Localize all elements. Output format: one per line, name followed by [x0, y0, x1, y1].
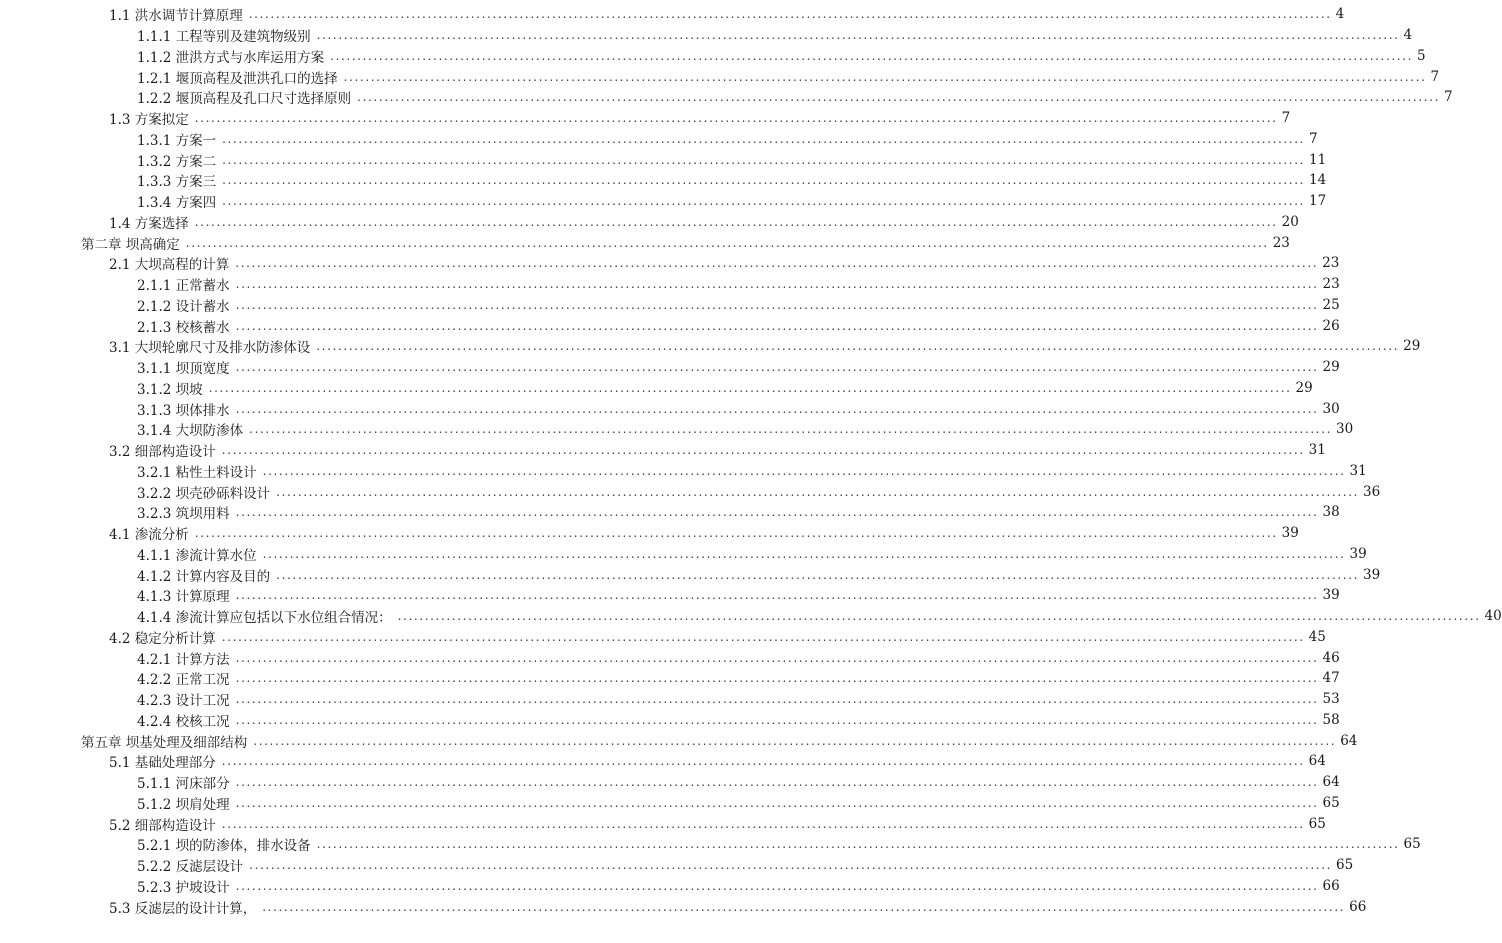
toc-entry-title: 1.3.4 方案四 — [137, 191, 218, 211]
toc-entry-page: 47 — [1322, 670, 1340, 687]
toc-entry-page: 26 — [1322, 317, 1340, 334]
toc-entry-title: 4.2 稳定分析计算 — [109, 627, 218, 647]
toc-entry[interactable] — [0, 855, 1354, 876]
toc-entry-title: 5.3 反滤层的设计计算， — [109, 897, 258, 917]
dot-leader: ........................................................................................................................................................................................................ — [208, 380, 1292, 395]
dot-leader: ........................................................................................................................................................................................................ — [235, 650, 1319, 665]
toc-entry[interactable] — [0, 295, 1340, 316]
toc-entry-page: 5 — [1417, 47, 1426, 64]
toc-entry-title: 2.1.3 校核蓄水 — [137, 316, 232, 336]
toc-entry[interactable] — [0, 398, 1340, 419]
toc-entry-page: 20 — [1281, 213, 1299, 230]
dot-leader: ........................................................................................................................................................................................................ — [235, 401, 1319, 416]
toc-entry[interactable] — [0, 66, 1440, 87]
toc-entry-title: 4.2.3 设计工况 — [137, 689, 232, 709]
toc-entry[interactable] — [0, 274, 1340, 295]
table-of-contents — [0, 4, 1502, 917]
toc-entry-title: 2.1 大坝高程的计算 — [109, 253, 231, 273]
toc-entry-title: 5.2.1 坝的防渗体，排水设备 — [137, 834, 313, 854]
dot-leader: ........................................................................................................................................................................................................ — [235, 712, 1319, 727]
dot-leader: ........................................................................................................................................................................................................ — [397, 609, 1481, 624]
toc-entry-page: 66 — [1349, 898, 1367, 915]
dot-leader: ........................................................................................................................................................................................................ — [235, 318, 1319, 333]
toc-entry-page: 23 — [1322, 255, 1340, 272]
toc-entry-title: 4.1 渗流分析 — [109, 523, 191, 543]
dot-leader: ........................................................................................................................................................................................................ — [235, 692, 1319, 707]
dot-leader: ........................................................................................................................................................................................................ — [330, 48, 1414, 63]
toc-entry[interactable] — [0, 419, 1354, 440]
dot-leader: ........................................................................................................................................................................................................ — [222, 131, 1306, 146]
dot-leader: ........................................................................................................................................................................................................ — [276, 484, 1360, 499]
toc-entry-page: 40 — [1484, 608, 1502, 625]
toc-entry-title: 5.1 基础处理部分 — [109, 751, 218, 771]
toc-entry-page: 38 — [1322, 504, 1340, 521]
dot-leader: ........................................................................................................................................................................................................ — [235, 588, 1319, 603]
toc-entry[interactable] — [0, 896, 1367, 917]
toc-entry-title: 3.1 大坝轮廓尺寸及排水防渗体设 — [109, 336, 312, 356]
toc-entry-page: 65 — [1403, 836, 1421, 853]
toc-entry-page: 36 — [1363, 483, 1381, 500]
dot-leader: ........................................................................................................................................................................................................ — [235, 775, 1319, 790]
dot-leader: ........................................................................................................................................................................................................ — [262, 546, 1346, 561]
toc-entry[interactable] — [0, 689, 1340, 710]
toc-entry-title: 3.1.4 大坝防渗体 — [137, 419, 245, 439]
toc-entry-page: 4 — [1403, 27, 1413, 44]
toc-entry-page: 64 — [1340, 732, 1358, 749]
toc-entry[interactable] — [0, 564, 1381, 585]
toc-entry-title: 5.2.3 护坡设计 — [137, 876, 232, 896]
toc-entry-title: 1.2.2 堰顶高程及孔口尺寸选择原则 — [137, 87, 353, 107]
toc-entry-title: 3.1.2 坝坡 — [137, 378, 205, 398]
toc-entry-page: 64 — [1322, 774, 1340, 791]
dot-leader: ........................................................................................................................................................................................................ — [316, 339, 1400, 354]
toc-entry[interactable] — [0, 149, 1327, 170]
dot-leader: ........................................................................................................................................................................................................ — [262, 463, 1346, 478]
toc-entry[interactable] — [0, 46, 1426, 67]
toc-entry-page: 14 — [1309, 172, 1327, 189]
toc-entry-page: 65 — [1308, 815, 1326, 832]
toc-entry-page: 29 — [1295, 379, 1313, 396]
toc-entry[interactable] — [0, 357, 1340, 378]
toc-entry-page: 46 — [1322, 649, 1340, 666]
toc-entry-page: 39 — [1281, 525, 1299, 542]
toc-entry-title: 5.1.2 坝肩处理 — [137, 793, 232, 813]
toc-entry-title: 1.3 方案拟定 — [109, 108, 191, 128]
toc-entry[interactable] — [0, 502, 1340, 523]
toc-entry[interactable] — [0, 336, 1421, 357]
dot-leader: ........................................................................................................................................................................................................ — [235, 297, 1319, 312]
dot-leader: ........................................................................................................................................................................................................ — [221, 816, 1305, 831]
toc-entry-page: 64 — [1308, 753, 1326, 770]
dot-leader: ........................................................................................................................................................................................................ — [253, 733, 1337, 748]
toc-entry-title: 5.2 细部构造设计 — [109, 814, 218, 834]
dot-leader: ........................................................................................................................................................................................................ — [235, 277, 1319, 292]
toc-entry-title: 4.2.2 正常工况 — [137, 668, 232, 688]
toc-entry-title: 第五章 坝基处理及细部结构 — [81, 731, 249, 751]
toc-entry[interactable] — [0, 876, 1340, 897]
toc-entry[interactable] — [0, 751, 1326, 772]
dot-leader: ........................................................................................................................................................................................................ — [316, 28, 1400, 43]
toc-entry-page: 23 — [1322, 276, 1340, 293]
toc-entry-page: 17 — [1309, 193, 1327, 210]
toc-entry[interactable] — [0, 627, 1326, 648]
dot-leader: ........................................................................................................................................................................................................ — [222, 194, 1306, 209]
dot-leader: ........................................................................................................................................................................................................ — [235, 505, 1319, 520]
toc-entry-page: 23 — [1272, 234, 1290, 251]
toc-entry-title: 3.2.1 粘性土料设计 — [137, 461, 259, 481]
toc-entry[interactable] — [0, 523, 1299, 544]
toc-entry-title: 5.2.2 反滤层设计 — [137, 855, 245, 875]
toc-entry-page: 31 — [1308, 442, 1326, 459]
toc-entry-page: 25 — [1322, 296, 1340, 313]
toc-entry-page: 7 — [1430, 68, 1440, 85]
dot-leader: ........................................................................................................................................................................................................ — [194, 526, 1278, 541]
toc-entry[interactable] — [0, 730, 1358, 751]
toc-entry-title: 4.2.1 计算方法 — [137, 648, 232, 668]
toc-entry[interactable] — [0, 129, 1318, 150]
toc-entry[interactable] — [0, 793, 1340, 814]
toc-entry[interactable] — [0, 772, 1340, 793]
toc-entry[interactable] — [0, 481, 1381, 502]
toc-entry-title: 3.2.2 坝壳砂砾料设计 — [137, 482, 272, 502]
toc-entry-page: 29 — [1322, 359, 1340, 376]
toc-entry[interactable] — [0, 544, 1367, 565]
toc-entry[interactable] — [0, 212, 1299, 233]
toc-entry-page: 30 — [1322, 400, 1340, 417]
toc-entry-page: 7 — [1444, 89, 1453, 106]
toc-entry[interactable] — [0, 834, 1421, 855]
dot-leader: ........................................................................................................................................................................................................ — [185, 235, 1269, 250]
toc-entry-title: 3.2.3 筑坝用料 — [137, 502, 232, 522]
toc-entry-page: 31 — [1349, 462, 1367, 479]
toc-entry-page: 45 — [1308, 628, 1326, 645]
toc-entry-page: 39 — [1349, 545, 1367, 562]
toc-entry[interactable] — [0, 4, 1345, 25]
toc-entry[interactable] — [0, 232, 1290, 253]
toc-entry-title: 4.2.4 校核工况 — [137, 710, 232, 730]
toc-entry-page: 11 — [1309, 151, 1327, 168]
dot-leader: ........................................................................................................................................................................................................ — [194, 214, 1278, 229]
toc-entry-title: 4.1.3 计算原理 — [137, 585, 232, 605]
toc-entry-page: 29 — [1403, 338, 1421, 355]
dot-leader: ........................................................................................................................................................................................................ — [221, 443, 1305, 458]
toc-entry-page: 30 — [1336, 421, 1354, 438]
dot-leader: ........................................................................................................................................................................................................ — [235, 795, 1319, 810]
dot-leader: ........................................................................................................................................................................................................ — [343, 69, 1427, 84]
toc-entry-page: 7 — [1281, 110, 1291, 127]
toc-entry[interactable] — [0, 813, 1326, 834]
toc-entry-title: 第二章 坝高确定 — [81, 233, 182, 253]
dot-leader: ........................................................................................................................................................................................................ — [221, 754, 1305, 769]
dot-leader: ........................................................................................................................................................................................................ — [221, 629, 1305, 644]
toc-entry-title: 2.1.2 设计蓄水 — [137, 295, 232, 315]
toc-entry-title: 3.2 细部构造设计 — [109, 440, 218, 460]
toc-entry-page: 65 — [1322, 794, 1340, 811]
toc-entry[interactable] — [0, 440, 1326, 461]
dot-leader: ........................................................................................................................................................................................................ — [235, 878, 1319, 893]
toc-entry-title: 1.2.1 堰顶高程及泄洪孔口的选择 — [137, 67, 340, 87]
toc-entry-title: 3.1.3 坝体排水 — [137, 399, 232, 419]
toc-entry[interactable] — [0, 378, 1313, 399]
dot-leader: ........................................................................................................................................................................................................ — [194, 111, 1278, 126]
dot-leader: ........................................................................................................................................................................................................ — [235, 671, 1319, 686]
dot-leader: ........................................................................................................................................................................................................ — [249, 858, 1333, 873]
toc-entry-title: 3.1.1 坝顶宽度 — [137, 357, 232, 377]
dot-leader: ........................................................................................................................................................................................................ — [248, 7, 1332, 22]
toc-entry-title: 1.1 洪水调节计算原理 — [109, 4, 245, 24]
toc-entry-title: 1.3.2 方案二 — [137, 150, 218, 170]
toc-entry[interactable] — [0, 108, 1291, 129]
dot-leader: ........................................................................................................................................................................................................ — [235, 256, 1319, 271]
dot-leader: ........................................................................................................................................................................................................ — [316, 837, 1400, 852]
toc-entry[interactable] — [0, 647, 1340, 668]
toc-entry[interactable] — [0, 585, 1340, 606]
toc-entry-title: 1.1.1 工程等别及建筑物级别 — [137, 25, 313, 45]
toc-entry-title: 1.3.3 方案三 — [137, 170, 218, 190]
dot-leader: ........................................................................................................................................................................................................ — [222, 152, 1306, 167]
toc-entry-title: 4.1.1 渗流计算水位 — [137, 544, 259, 564]
toc-entry-page: 4 — [1335, 6, 1345, 23]
toc-entry-title: 4.1.2 计算内容及目的 — [137, 565, 272, 585]
toc-entry-title: 4.1.4 渗流计算应包括以下水位组合情况： — [137, 606, 394, 626]
toc-entry-page: 53 — [1322, 691, 1340, 708]
dot-leader: ........................................................................................................................................................................................................ — [357, 90, 1441, 105]
toc-entry[interactable] — [0, 461, 1367, 482]
dot-leader: ........................................................................................................................................................................................................ — [249, 422, 1333, 437]
toc-entry[interactable] — [0, 170, 1327, 191]
toc-entry[interactable] — [0, 710, 1340, 731]
toc-entry-title: 1.3.1 方案一 — [137, 129, 218, 149]
toc-entry-title: 2.1.1 正常蓄水 — [137, 274, 232, 294]
toc-entry[interactable] — [0, 87, 1453, 108]
toc-entry[interactable] — [0, 253, 1340, 274]
dot-leader: ........................................................................................................................................................................................................ — [235, 360, 1319, 375]
toc-entry-page: 39 — [1322, 587, 1340, 604]
toc-entry-page: 39 — [1363, 566, 1381, 583]
dot-leader: ........................................................................................................................................................................................................ — [262, 899, 1346, 914]
toc-entry-page: 65 — [1336, 857, 1354, 874]
toc-entry-page: 66 — [1322, 877, 1340, 894]
toc-entry[interactable] — [0, 668, 1340, 689]
toc-entry-title: 1.4 方案选择 — [109, 212, 191, 232]
toc-entry[interactable] — [0, 606, 1502, 627]
dot-leader: ........................................................................................................................................................................................................ — [222, 173, 1306, 188]
toc-entry-title: 1.1.2 泄洪方式与水库运用方案 — [137, 46, 326, 66]
toc-entry[interactable] — [0, 25, 1413, 46]
toc-entry-page: 58 — [1322, 711, 1340, 728]
toc-entry[interactable] — [0, 191, 1327, 212]
toc-entry-title: 5.1.1 河床部分 — [137, 772, 232, 792]
dot-leader: ........................................................................................................................................................................................................ — [276, 567, 1360, 582]
toc-entry[interactable] — [0, 315, 1340, 336]
toc-entry-page: 7 — [1309, 130, 1318, 147]
